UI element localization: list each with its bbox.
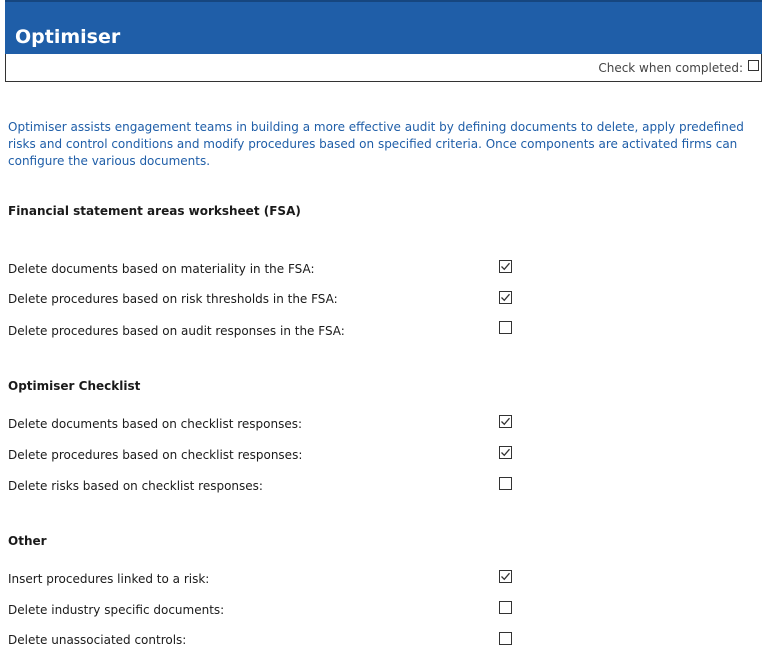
option-checkbox[interactable] bbox=[499, 415, 512, 428]
checkmark-icon bbox=[500, 447, 511, 458]
option-label: Delete procedures based on audit responses in the FSA: bbox=[8, 324, 345, 338]
option-label: Insert procedures linked to a risk: bbox=[8, 572, 210, 586]
option-label: Delete documents based on checklist responses: bbox=[8, 417, 303, 431]
check-when-completed-checkbox[interactable] bbox=[748, 60, 759, 71]
option-label: Delete procedures based on checklist responses: bbox=[8, 448, 303, 462]
checkmark-icon bbox=[500, 261, 511, 272]
option-label: Delete unassociated controls: bbox=[8, 633, 187, 647]
checkmark-icon bbox=[500, 571, 511, 582]
option-checkbox[interactable] bbox=[499, 477, 512, 490]
option-label: Delete risks based on checklist responses: bbox=[8, 479, 263, 493]
option-checkbox[interactable] bbox=[499, 570, 512, 583]
option-label: Delete industry specific documents: bbox=[8, 603, 225, 617]
completion-bar bbox=[5, 54, 762, 82]
checkmark-icon bbox=[500, 416, 511, 427]
checkmark-icon bbox=[500, 292, 511, 303]
section-title-optimiser-checklist: Optimiser Checklist bbox=[8, 379, 141, 393]
option-checkbox[interactable] bbox=[499, 446, 512, 459]
intro-description: Optimiser assists engagement teams in building a more effective audit by defining documents to delete, apply predefined risks and control conditions and modify procedures based on specified criteria. Once components are activated firms can configure the various documents. bbox=[8, 120, 744, 168]
option-checkbox[interactable] bbox=[499, 321, 512, 334]
section-title-fsa: Financial statement areas worksheet (FSA) bbox=[8, 204, 301, 218]
check-when-completed-label: Check when completed: bbox=[598, 61, 743, 75]
page-header bbox=[5, 0, 762, 54]
option-checkbox[interactable] bbox=[499, 291, 512, 304]
option-checkbox[interactable] bbox=[499, 632, 512, 645]
option-label: Delete procedures based on risk thresholds in the FSA: bbox=[8, 292, 338, 306]
option-checkbox[interactable] bbox=[499, 601, 512, 614]
page-title: Optimiser bbox=[15, 26, 121, 48]
option-label: Delete documents based on materiality in the FSA: bbox=[8, 262, 315, 276]
option-checkbox[interactable] bbox=[499, 260, 512, 273]
section-title-other: Other bbox=[8, 534, 47, 548]
